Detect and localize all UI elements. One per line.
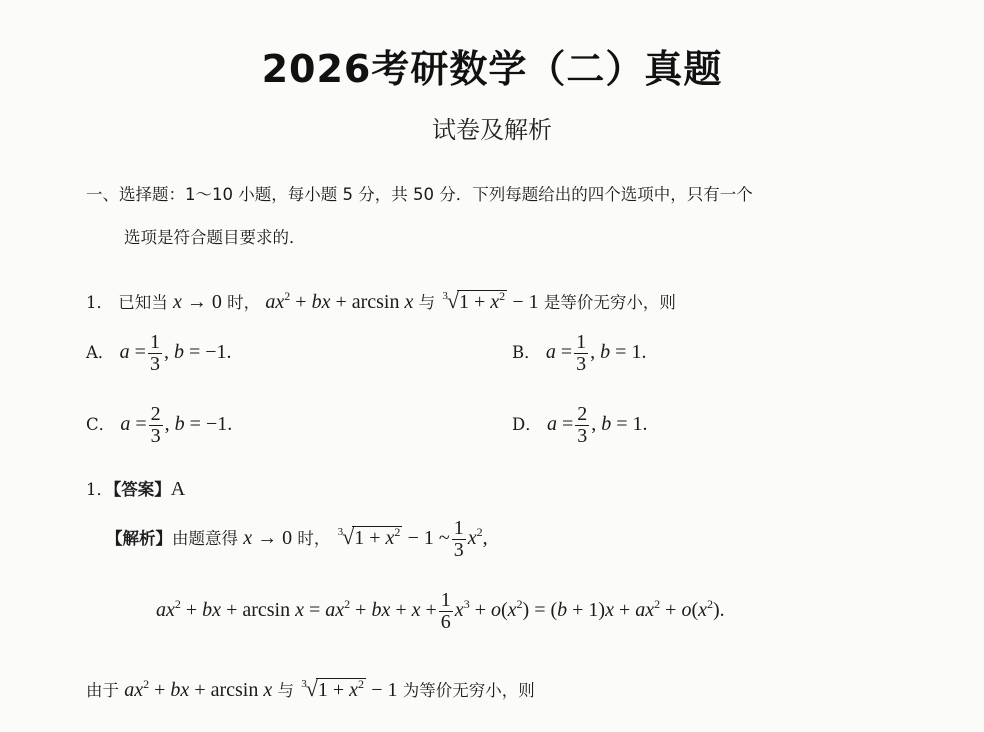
question-text-b: 时，	[227, 293, 261, 312]
instructions-line-2: 选项是符合题目要求的．	[124, 228, 306, 247]
analysis-intro: 【解析】由题意得 x → 0 时， $^3√1 + x^2 - 1$ ~ $\frac{1}{3}$ $x^2$,	[106, 517, 488, 561]
answer-value: A	[170, 478, 186, 500]
answer-number: 1．	[86, 480, 113, 499]
math-polynomial: $ax^2$ + bx + arcsin x	[124, 677, 273, 701]
question-text-c: 与	[418, 293, 436, 312]
math-polynomial: $ax^2$ + bx + arcsin x	[265, 289, 414, 313]
conclusion-a: 由于	[86, 681, 119, 700]
math-cube-root: $^3√1 + x^2$	[442, 288, 506, 313]
page-title: 2026考研数学（二）真题	[261, 47, 723, 91]
option-label: A．	[86, 343, 115, 362]
option-b-fraction: $\frac{1}{3}$	[576, 331, 587, 375]
math-limit: x → 0	[243, 527, 293, 549]
option-a-fraction: $\frac{1}{3}$	[149, 331, 160, 375]
math-minus-one: − 1	[512, 291, 539, 313]
analysis-fraction: $\frac{1}{3}$	[453, 517, 464, 561]
option-a[interactable]: A． a = $\frac{1}{3}$ , b = −1.	[86, 331, 232, 375]
conclusion-b: 与	[277, 681, 294, 700]
answer-line	[86, 476, 185, 501]
math-cube-root: $^3√1 + x^2$	[337, 524, 401, 549]
expansion-fraction: $\frac{1}{6}$	[440, 589, 451, 633]
option-b[interactable]: B． a = $\frac{1}{3}$ , b = 1.	[512, 331, 647, 375]
question-text-a: 已知当	[118, 293, 168, 312]
math-cube-root: $^3√1 + x^2$	[301, 676, 364, 701]
analysis-tag: 【解析】	[106, 529, 172, 548]
question-number: 1．	[86, 293, 113, 312]
analysis-intro-a: 由题意得	[172, 529, 238, 548]
analysis-intro-b: 时，	[297, 529, 331, 548]
option-label: D．	[512, 415, 542, 434]
analysis-conclusion: 由于 $ax^2$ + bx + arcsin x 与 $^3√1 + x^2 - 1$ 为等价无穷小，则	[86, 676, 535, 701]
expansion-equation: $ax^2$ + bx + $\arcsin x = ax^2$ + bx + x + $\frac{1}{6}$ $x^3 + o(x^2) = (b + 1)x + ax^2 + o(x^2)$.	[156, 589, 725, 633]
option-d-fraction: $\frac{2}{3}$	[577, 403, 588, 447]
answer-tag: 【答案】	[113, 480, 171, 499]
option-d[interactable]: D． a = $\frac{2}{3}$ , b = 1.	[512, 403, 648, 447]
option-label: B．	[512, 343, 541, 362]
page-subtitle: 试卷及解析	[432, 116, 552, 144]
instructions-line-1: 一、选择题：1～10 小题，每小题 5 分，共 50 分．下列每题给出的四个选项中，只有一个	[86, 185, 753, 204]
conclusion-c: 为等价无穷小，则	[402, 681, 535, 700]
option-c[interactable]: C． a = $\frac{2}{3}$ , b = −1.	[86, 403, 233, 447]
question-1-stem	[86, 288, 676, 314]
option-label: C．	[86, 415, 116, 434]
math-limit: x → 0	[173, 291, 222, 313]
question-text-d: 是等价无穷小，则	[543, 293, 676, 312]
option-c-fraction: $\frac{2}{3}$	[150, 403, 161, 447]
